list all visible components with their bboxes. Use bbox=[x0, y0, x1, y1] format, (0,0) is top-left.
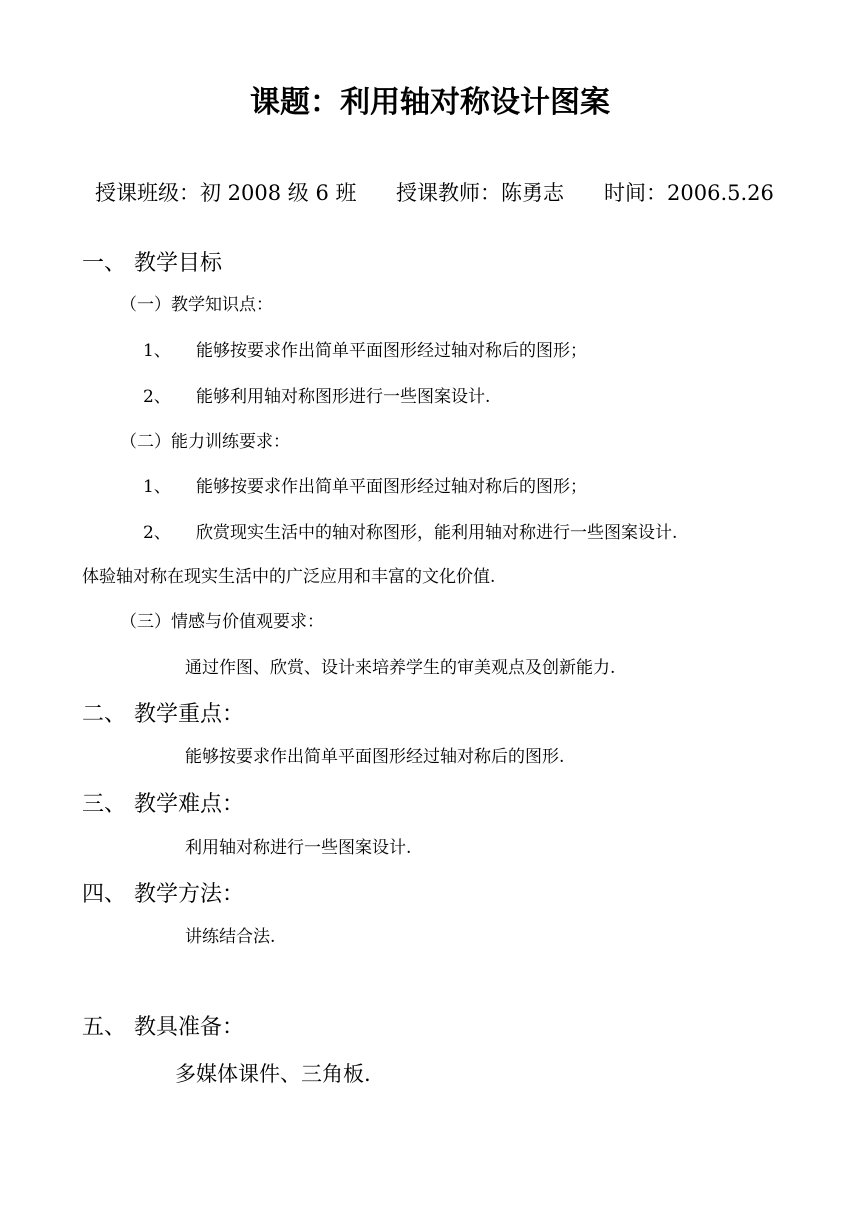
list-item bbox=[143, 343, 587, 360]
section-3-title: 教学难点： bbox=[134, 792, 245, 817]
subsection-1-title: （一）教学知识点： bbox=[120, 295, 273, 315]
section-5-text: 多媒体课件、三角板. bbox=[175, 1062, 371, 1086]
section-2-text: 能够按要求作出简单平面图形经过轴对称后的图形. bbox=[185, 747, 565, 767]
list-item-number: 2、 bbox=[143, 523, 171, 543]
list-item-text: 欣赏现实生活中的轴对称图形，能利用轴对称进行一些图案设计. bbox=[196, 523, 678, 543]
list-item-text: 能够按要求作出简单平面图形经过轴对称后的图形； bbox=[196, 341, 587, 361]
section-1-title: 教学目标 bbox=[134, 251, 223, 276]
time-label: 时间： bbox=[604, 181, 667, 205]
class-info bbox=[95, 183, 357, 204]
page-title: 课题：利用轴对称设计图案 bbox=[250, 85, 610, 120]
section-2-title: 教学重点： bbox=[134, 702, 245, 727]
list-item bbox=[143, 525, 677, 542]
section-4-number: 四、 bbox=[82, 882, 127, 907]
section-5-number: 五、 bbox=[82, 1015, 127, 1040]
section-2-heading bbox=[82, 704, 244, 726]
section-3-text: 利用轴对称进行一些图案设计. bbox=[185, 838, 412, 858]
section-2-number: 二、 bbox=[82, 702, 127, 727]
section-4-title: 教学方法： bbox=[134, 882, 245, 907]
time-value: 2006.5.26 bbox=[667, 181, 774, 205]
teacher-value: 陈勇志 bbox=[501, 181, 564, 205]
list-item-text: 能够按要求作出简单平面图形经过轴对称后的图形； bbox=[196, 477, 587, 497]
class-value: 初 2008 级 6 班 bbox=[200, 181, 357, 205]
section-3-number: 三、 bbox=[82, 792, 127, 817]
list-item bbox=[143, 479, 587, 496]
section-5-title: 教具准备： bbox=[134, 1015, 245, 1040]
teacher-label: 授课教师： bbox=[396, 181, 501, 205]
subsection-2-title: （二）能力训练要求： bbox=[120, 432, 290, 452]
section-5-heading bbox=[82, 1017, 244, 1039]
list-item-number: 1、 bbox=[143, 341, 171, 361]
subsection-3-title: （三）情感与价值观要求： bbox=[120, 612, 324, 632]
section-1-number: 一、 bbox=[82, 251, 127, 276]
class-label: 授课班级： bbox=[95, 181, 200, 205]
list-item bbox=[143, 389, 490, 406]
list-item-number: 2、 bbox=[143, 387, 171, 407]
time-info bbox=[604, 183, 774, 204]
section-3-heading bbox=[82, 794, 244, 816]
section-1-heading bbox=[82, 253, 222, 275]
subsection-3-text: 通过作图、欣赏、设计来培养学生的审美观点及创新能力. bbox=[185, 658, 616, 678]
section-4-heading bbox=[82, 884, 244, 906]
teacher-info bbox=[396, 183, 564, 204]
list-item-text: 能够利用轴对称图形进行一些图案设计. bbox=[196, 387, 491, 407]
list-item-continuation: 体验轴对称在现实生活中的广泛应用和丰富的文化价值. bbox=[82, 567, 496, 587]
section-4-text: 讲练结合法. bbox=[185, 927, 276, 947]
list-item-number: 1、 bbox=[143, 477, 171, 497]
